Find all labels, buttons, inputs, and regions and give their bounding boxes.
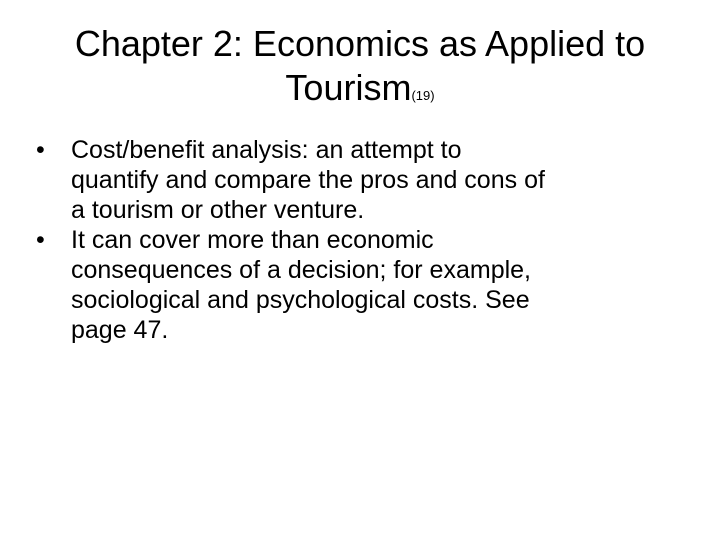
bullet-line: consequences of a decision; for example, xyxy=(71,256,531,284)
bullet-text xyxy=(71,135,696,225)
bullet-list xyxy=(36,135,696,345)
slide-title-subscript: (19) xyxy=(411,88,435,103)
bullet-line: Cost/benefit analysis: an attempt to xyxy=(71,136,462,164)
slide-title-main: Tourism xyxy=(285,67,412,108)
bullet-marker: • xyxy=(36,226,45,254)
bullet-item xyxy=(36,135,696,225)
bullet-item xyxy=(36,225,696,345)
bullet-line: It can cover more than economic xyxy=(71,226,434,254)
bullet-line: a tourism or other venture. xyxy=(71,196,365,224)
slide-title-line-2 xyxy=(20,66,700,110)
slide-title-line-1: Chapter 2: Economics as Applied to xyxy=(74,23,646,64)
slide-title xyxy=(20,22,700,110)
bullet-line: quantify and compare the pros and cons of xyxy=(71,166,545,194)
bullet-marker: • xyxy=(36,136,45,164)
bullet-text xyxy=(71,225,696,345)
bullet-line: sociological and psychological costs. See xyxy=(71,286,530,314)
bullet-line: page 47. xyxy=(71,316,169,344)
